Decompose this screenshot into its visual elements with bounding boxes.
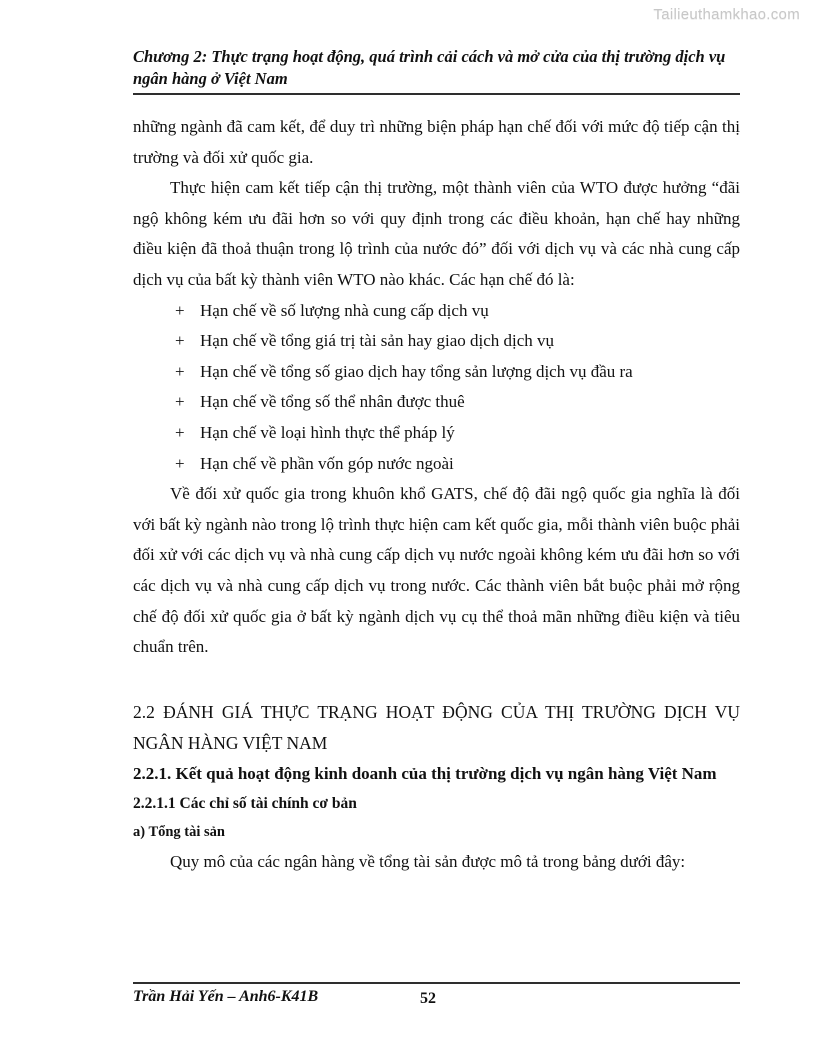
list-item [133, 296, 740, 327]
page-body [133, 112, 740, 877]
list-item [133, 357, 740, 388]
section-heading-2-2-line1: 2.2 ĐÁNH GIÁ THỰC TRẠNG HOẠT ĐỘNG CỦA THỊ TRƯỜNG DỊCH VỤ [133, 701, 740, 722]
watermark-text: Tailieuthamkhao.com [653, 6, 800, 23]
plus-bullet-icon: + [175, 453, 185, 473]
paragraph-total-assets-intro: Quy mô của các ngân hàng về tổng tài sản được mô tả trong bảng dưới đây: [170, 851, 686, 871]
list-item-text: Hạn chế về phần vốn góp nước ngoài [200, 453, 454, 473]
section-heading-2-2-line2: NGÂN HÀNG VIỆT NAM [133, 732, 328, 753]
page-footer [133, 982, 740, 1006]
list-item-text: Hạn chế về số lượng nhà cung cấp dịch vụ [200, 300, 489, 320]
running-header-line2: ngân hàng ở Việt Nam [133, 69, 288, 88]
paragraph-national-treatment: Về đối xử quốc gia trong khuôn khổ GATS, chế độ đãi ngộ quốc gia nghĩa là đối với bất kỳ ngành nào trong lộ trình thực hiện cam kết quốc gia, mỗi thành viên buộc phải đối xử với các dịch vụ và nhà cung cấp dịch vụ nước ngoài không kém ưu đãi hơn so với các dịch vụ và nhà cung cấp dịch vụ trong nước. Các thành viên bắt buộc phải mở rộng chế độ đối xử quốc gia ở bất kỳ ngành dịch vụ cụ thể thoả mãn những điều kiện và tiêu chuẩn trên. [133, 484, 740, 657]
subsection-heading-2-2-1-1: 2.2.1.1 Các chỉ số tài chính cơ bản [133, 794, 357, 812]
list-item-text: Hạn chế về tổng số giao dịch hay tổng sản lượng dịch vụ đầu ra [200, 361, 633, 381]
subsection-heading-a: a) Tổng tài sản [133, 823, 225, 840]
chapter-running-header [133, 46, 740, 95]
list-item-text: Hạn chế về tổng giá trị tài sản hay giao dịch dịch vụ [200, 331, 555, 351]
footer-page-number: 52 [420, 990, 436, 1007]
list-item [133, 326, 740, 357]
section-heading-2-2 [133, 697, 740, 759]
restriction-list [133, 296, 740, 480]
subsection-heading-2-2-1: 2.2.1. Kết quả hoạt động kinh doanh của thị trường dịch vụ ngân hàng Việt Nam [133, 763, 717, 783]
plus-bullet-icon: + [175, 331, 185, 351]
list-item [133, 449, 740, 480]
plus-bullet-icon: + [175, 422, 185, 442]
list-item [133, 418, 740, 449]
paragraph-market-access: Thực hiện cam kết tiếp cận thị trường, một thành viên của WTO được hưởng “đãi ngộ không kém ưu đãi hơn so với quy định trong các điều khoản, hạn chế hay những điều kiện đã thoả thuận trong lộ trình của nước đó” đối với dịch vụ và các nhà cung cấp dịch vụ của bất kỳ thành viên WTO nào khác. Các hạn chế đó là: [133, 178, 740, 289]
list-item [133, 387, 740, 418]
list-item-text: Hạn chế về loại hình thực thể pháp lý [200, 422, 455, 442]
plus-bullet-icon: + [175, 392, 185, 412]
footer-author: Trần Hải Yến – Anh6-K41B [133, 988, 319, 1005]
running-header-line1: Chương 2: Thực trạng hoạt động, quá trình cải cách và mở cửa của thị trường dịch vụ [133, 47, 726, 66]
paragraph-continuation: những ngành đã cam kết, để duy trì những biện pháp hạn chế đối với mức độ tiếp cận thị trường và đối xử quốc gia. [133, 117, 740, 167]
list-item-text: Hạn chế về tổng số thể nhân được thuê [200, 392, 465, 412]
plus-bullet-icon: + [175, 300, 185, 320]
plus-bullet-icon: + [175, 361, 185, 381]
